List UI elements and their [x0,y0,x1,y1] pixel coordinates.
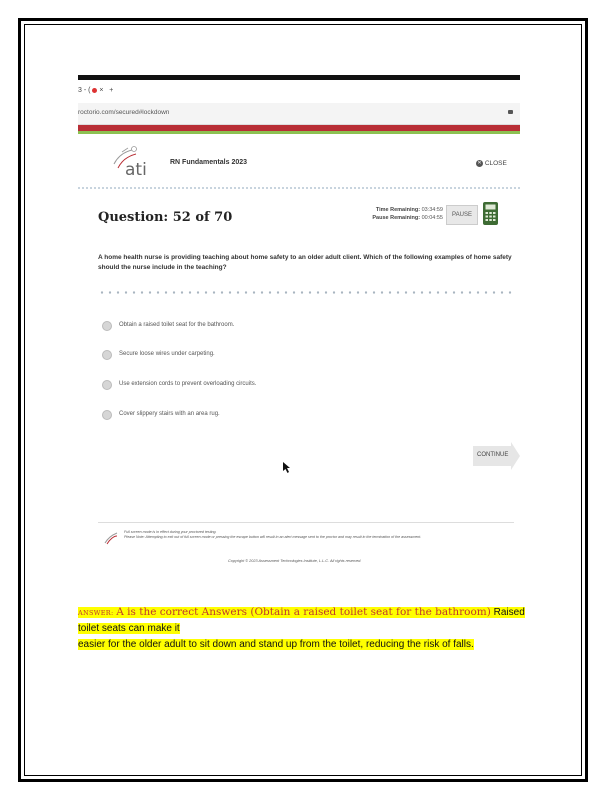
question-text: A home health nurse is providing teaching about home safety to an older adult client. Which of the following examples of home safety should the nurse include in the teaching? [98,254,512,271]
course-title: RN Fundamentals 2023 [170,159,248,166]
radio-button[interactable] [102,321,112,331]
calculator-icon[interactable] [483,202,498,225]
browser-tab[interactable] [78,87,113,94]
fullscreen-notice [124,530,514,540]
close-button[interactable] [476,160,507,167]
tab-close-icon[interactable]: × [99,87,104,94]
explanation-part-1: Raised toilet seats can make it [78,607,525,634]
address-bar[interactable] [78,103,520,125]
url-text[interactable]: roctorio.com/secured#lockdown [78,109,170,116]
continue-label: CONTINUE [477,452,509,458]
continue-button[interactable] [473,442,520,470]
radio-button[interactable] [102,350,112,360]
close-icon: ✕ [477,160,482,166]
option-label: Cover slippery stairs with an area rug. [119,411,220,417]
answer-explanation [78,604,533,653]
close-label: CLOSE [484,160,507,168]
question-progress-dots [98,291,514,294]
explanation-part-2: easier for the older adult to sit down and stand up from the toilet, reducing the risk of falls. [78,639,474,650]
notice-line-2: Please Note: Attempting to exit out of full screen mode or pressing the escape button will result in an alert message sent to the proctor and may result in the termination of the assessment. [124,535,422,539]
correct-answer: A is the correct Answers (Obtain a raised toilet seat for the bathroom) [116,606,491,618]
pause-button[interactable]: PAUSE [446,205,478,225]
radio-button[interactable] [102,410,112,420]
exam-header [78,134,520,189]
time-remaining-value: 03:34:59 [421,207,443,213]
ati-logo [108,144,150,180]
mouse-cursor-icon [283,462,291,473]
time-remaining-label: Time Remaining: [375,207,421,213]
camera-icon [508,110,513,114]
browser-tab-bar [78,75,520,103]
radio-button[interactable] [102,380,112,390]
exam-screenshot [78,75,520,597]
answer-label: ANSWER: [78,609,114,617]
pause-remaining-label: Pause Remaining: [372,215,421,221]
recording-dot-icon [92,88,97,93]
option-label: Use extension cords to prevent overloading circuits. [119,381,257,387]
option-label: Obtain a raised toilet seat for the bathroom. [119,322,235,328]
notice-line-1: Full screen mode is in effect during your proctored testing. [124,530,217,534]
copyright: Copyright © 2023 Assessment Technologies Institute, L.L.C. All rights reserved. [228,559,362,563]
question-heading: Question: 52 of 70 [98,210,233,225]
ati-footer-logo-icon [104,531,118,545]
new-tab-button[interactable]: + [109,87,114,94]
timers [365,206,443,222]
tab-title: 3 - ( [78,87,91,94]
pause-remaining-value: 00:04:55 [421,215,443,221]
option-label: Secure loose wires under carpeting. [119,351,215,357]
footer-divider [98,522,514,523]
logo-text: ati [125,160,147,180]
